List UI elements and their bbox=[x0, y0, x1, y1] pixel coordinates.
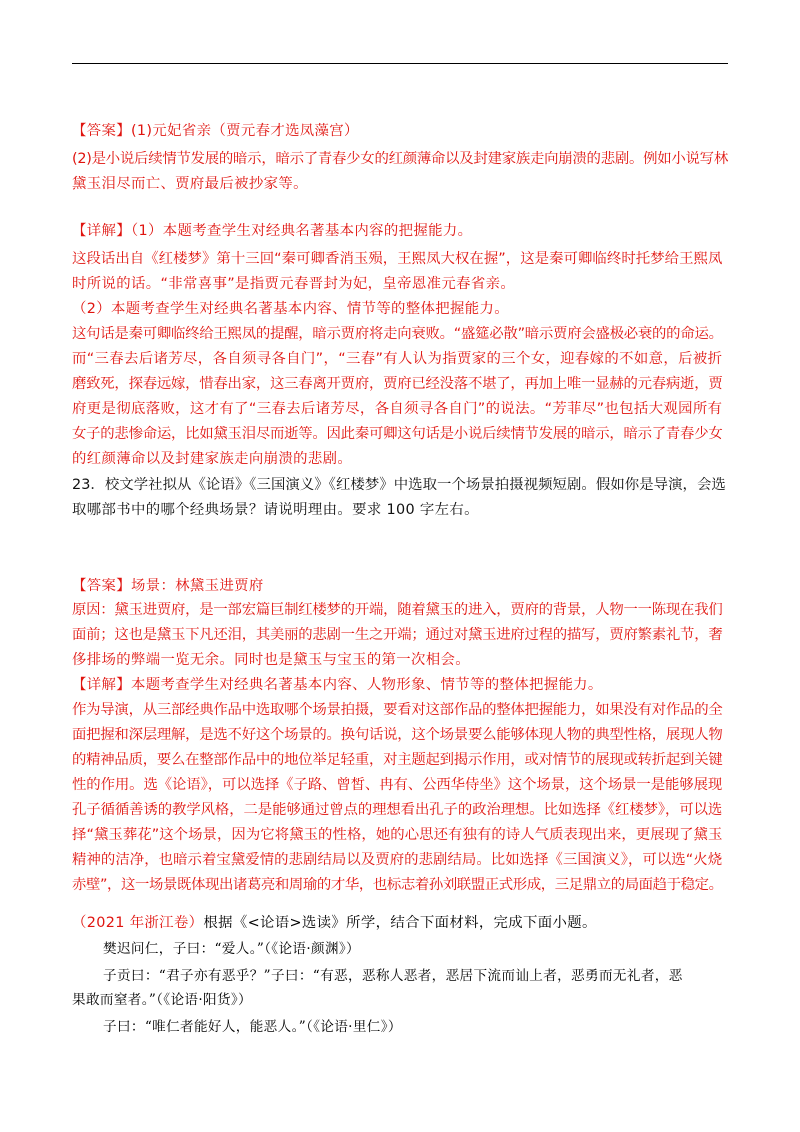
answer-1-line-3: 黛玉泪尽而亡、贾府最后被抄家等。 bbox=[72, 176, 308, 192]
lunyu-quote: 果敢而窒者。”（《论语·阳货》） bbox=[72, 992, 252, 1008]
lunyu-quote: 子曰：“唯仁者能好人，能恶人。”（《论语·里仁》） bbox=[103, 1019, 402, 1035]
answer-23-line: 赤壁”，这一场景既体现出诸葛亮和周瑜的才华，也标志着孙刘联盟正式形成，三足鼎立的局面趋于稳定。 bbox=[72, 877, 723, 893]
lunyu-quote: 子贡曰：“君子亦有恶乎？”子曰：“有恶，恶称人恶者，恶居下流而讪上者，恶勇而无礼者，恶 bbox=[103, 968, 683, 984]
detail-1-line: 而“三春去后诸芳尽，各自须寻各自门”，“三春”有人认为指贾家的三个女，迎春嫁的不如意，后被折 bbox=[72, 351, 723, 367]
header-rule bbox=[72, 63, 728, 64]
answer-23-line: 的精神品质，要么在整部作品中的地位举足轻重，对主题起到揭示作用，或对情节的展现或转折起到关键 bbox=[72, 752, 723, 768]
answer-23-line: 作为导演，从三部经典作品中选取哪个场景拍摄，要看对这部作品的整体把握能力，如果没有对作品的全 bbox=[72, 702, 723, 718]
detail-1-line: 时所说的话。“非常喜事”是指贾元春晋封为妃，皇帝恩准元春省亲。 bbox=[72, 276, 516, 292]
detail-1-line: （2）本题考查学生对经典名著基本内容、情节等的整体把握能力。 bbox=[72, 301, 509, 317]
answer-23-line: 精神的洁净，也暗示着宝黛爱情的悲剧结局以及贾府的悲剧结局。比如选择《三国演义》，可以选“火烧 bbox=[72, 852, 723, 868]
exam-instruction: 根据《<论语>选读》所学，结合下面材料，完成下面小题。 bbox=[203, 915, 597, 931]
exam-source-label: （2021 年浙江卷） bbox=[72, 915, 204, 931]
detail-1-line: 磨致死，探春远嫁，惜春出家，这三春离开贾府，贾府已经没落不堪了，再加上唯一显赫的元春病逝，贾 bbox=[72, 376, 723, 392]
question-23-line-2: 取哪部书中的哪个经典场景？请说明理由。要求 100 字左右。 bbox=[72, 502, 479, 518]
zhejiang-intro bbox=[72, 912, 597, 934]
answer-1-line-2: (2)是小说后续情节发展的暗示，暗示了青春少女的红颜薄命以及封建家族走向崩溃的悲剧。例如小说写林 bbox=[72, 151, 728, 167]
answer-1-line-1: 【答案】(1)元妃省亲（贾元春才选凤藻宫） bbox=[72, 123, 359, 139]
detail-1-line: 女子的悲惨命运，比如黛玉泪尽而逝等。因此秦可卿这句话是小说后续情节发展的暗示，暗示了青春少女 bbox=[72, 426, 723, 442]
answer-23-line: 面把握和深层理解，是选不好这个场景的。换句话说，这个场景要么能够体现人物的典型性格，展现人物 bbox=[72, 727, 723, 743]
answer-23-line: 侈排场的弊端一览无余。同时也是黛玉与宝玉的第一次相会。 bbox=[72, 652, 470, 668]
detail-1-line: 的红颜薄命以及封建家族走向崩溃的悲剧。 bbox=[72, 451, 353, 467]
detail-1-line: 这句话是秦可卿临终给王熙凤的提醒，暗示贾府将走向衰败。“盛筵必散”暗示贾府会盛极必衰的的命运。 bbox=[72, 326, 723, 342]
answer-23-line: 原因：黛玉进贾府，是一部宏篇巨制红楼梦的开端，随着黛玉的进入，贾府的背景，人物一一陈现在我们 bbox=[72, 602, 723, 618]
answer-23-line: 面前；这也是黛玉下凡还泪，其美丽的悲剧一生之开端；通过对黛玉进府过程的描写，贾府繁素礼节，奢 bbox=[72, 627, 723, 643]
question-23-line-1: 23．校文学社拟从《论语》《三国演义》《红楼梦》中选取一个场景拍摄视频短剧。假如你是导演，会选 bbox=[72, 477, 726, 493]
detail-1-line: 【详解】（1）本题考查学生对经典名著基本内容的把握能力。 bbox=[72, 223, 473, 239]
answer-23-line: 择“黛玉葬花”这个场景，因为它将黛玉的性格，她的心思还有独有的诗人气质表现出来，更展现了黛玉 bbox=[72, 827, 723, 843]
detail-1-line: 府更是彻底落败，这才有了“三春去后诸芳尽，各自须寻各自门”的说法。“芳菲尽”也包括大观园所有 bbox=[72, 401, 723, 417]
answer-23-line: 性的作用。选《论语》，可以选择《子路、曾皙、冉有、公西华侍坐》这个场景，这个场景一是能够展现 bbox=[72, 777, 723, 793]
answer-23-line: 【详解】本题考查学生对经典名著基本内容、人物形象、情节等的整体把握能力。 bbox=[72, 677, 603, 693]
lunyu-quote: 樊迟问仁，子曰：“爱人。”（《论语·颜渊》） bbox=[103, 941, 360, 957]
answer-23-line: 孔子循循善诱的教学风格，二是能够通过曾点的理想看出孔子的政治理想。比如选择《红楼梦》，可以选 bbox=[72, 802, 723, 818]
answer-23-line: 【答案】场景：林黛玉进贾府 bbox=[72, 578, 264, 594]
detail-1-line: 这段话出自《红楼梦》第十三回“秦可卿香消玉殒，王熙凤大权在握”，这是秦可卿临终时托梦给王熙凤 bbox=[72, 251, 723, 267]
